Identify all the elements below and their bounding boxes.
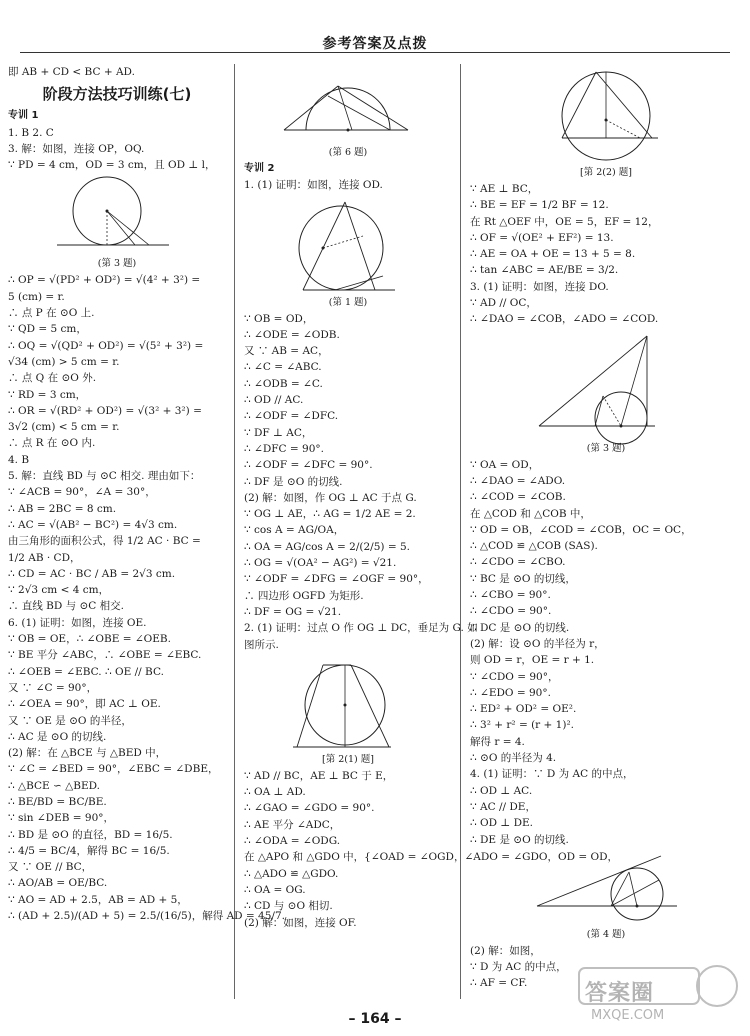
text-line: 图所示.: [244, 638, 279, 651]
text-line: ∴ AE = OA + OE = 13 + 5 = 8.: [470, 248, 636, 261]
figure-4-caption: (第 4 题): [586, 928, 626, 940]
figure-2-1-circle: [244, 655, 452, 766]
text-line: ∴ ∠DFC = 90°.: [244, 442, 324, 455]
text-line: ∵ BC 是 ⊙O 的切线，: [470, 572, 576, 585]
text-line: 即 AB + CD < BC + AD.: [8, 66, 135, 78]
figure-2-2-drawing: [536, 66, 676, 166]
text-line: 在 △APO 和 △GDO 中，{∠OAD = ∠OGD，∠ADO = ∠GDO，OD = OD，: [244, 851, 619, 864]
text-line: ∴ 4/5 = BC/4，解得 BC = 16/5.: [8, 844, 170, 857]
text-line: ∵ 2√3 cm < 4 cm，: [8, 584, 110, 597]
text-line: ∴ OP = √(PD² + OD²) = √(4² + 3²) =: [8, 274, 201, 287]
text-line: 2. (1) 证明：过点 O 作 OG ⊥ DC，垂足为 G. 如: [244, 622, 478, 635]
col1-lines-a: [8, 108, 226, 173]
text-line: ∴ ∠EDO = 90°.: [470, 686, 551, 699]
text-line: ∴ BE/BD = BC/BE.: [8, 795, 107, 808]
text-line: ∴ ∠ODF = ∠DFC = 90°.: [244, 459, 373, 472]
text-line: ∴ AC 是 ⊙O 的切线.: [8, 730, 107, 743]
text-line: (2) 解：如图，连接 OF.: [244, 916, 357, 929]
text-line: ∵ AD // BC，AE ⊥ BC 于 E，: [244, 769, 394, 782]
text-line: ∴ CD = AC · BC / AB = 2√3 cm.: [8, 567, 176, 580]
text-line: ∵ OB = OD，: [244, 312, 314, 325]
text-line: ∴ ∠CBO = 90°.: [470, 589, 551, 602]
text-line: ∴ tan ∠ABC = AE/BE = 3/2.: [470, 264, 619, 277]
col3-lines-a: [470, 181, 742, 328]
header-title: 参考答案及点拨: [322, 36, 428, 52]
figure-1-drawing: [283, 196, 413, 296]
text-line: ∵ ∠ACB = 90°，∠A = 30°，: [8, 486, 156, 499]
text-line: ∴ ∠ODE = ∠ODB.: [244, 328, 340, 341]
text-line: ∵ D 为 AC 的中点，: [470, 961, 567, 974]
text-line: ∵ RD = 3 cm，: [8, 388, 87, 401]
figure-3-drawing: [57, 175, 177, 257]
text-line: 5. 解：直线 BD 与 ⊙C 相交. 理由如下：: [8, 470, 201, 483]
figure-1-circle: [244, 196, 452, 309]
text-line: ∵ OG ⊥ AE，∴ AG = 1/2 AE = 2.: [244, 508, 416, 521]
text-line: ∴ ∠CDO = ∠CBO.: [470, 556, 566, 569]
text-line: ∵ ∠CDO = 90°，: [470, 670, 559, 683]
text-line: ∴ OD ⊥ DE.: [470, 817, 534, 830]
text-line: ∴ 点 P 在 ⊙O 上.: [8, 307, 95, 320]
text-line: ∵ OA = OD，: [470, 458, 540, 471]
text-line: ∴ △COD ≌ △COB (SAS).: [470, 540, 598, 553]
text-line: 4. B: [8, 453, 30, 466]
text-line: ∵ OD = OB，∠COD = ∠COB，OC = OC，: [470, 523, 692, 536]
header-rule: [20, 52, 730, 53]
text-line: 1. (1) 证明：如图，连接 OD.: [244, 179, 383, 192]
figure-3-caption: (第 3 题): [97, 258, 137, 270]
text-line: ∴ ED² + OD² = OE².: [470, 703, 577, 716]
text-line: ∴ AC = √(AB² − BC²) = 4√3 cm.: [8, 518, 178, 531]
text-line: ∴ AF = CF.: [470, 977, 528, 990]
text-line: ∴ ∠ODB = ∠C.: [244, 377, 323, 390]
col2-lines-a: [244, 161, 452, 194]
text-line: ∴ OF = √(OE² + EF²) = 13.: [470, 231, 614, 244]
text-line: ∴ OQ = √(QD² + OD²) = √(5² + 3²) =: [8, 339, 204, 352]
text-line: ∴ DF 是 ⊙O 的切线.: [244, 475, 343, 488]
column-3: [470, 64, 742, 992]
text-line: ∵ ∠ODF = ∠DFG = ∠OGF = 90°，: [244, 573, 429, 586]
text-line: ∴ ∠COD = ∠COB.: [470, 491, 566, 504]
text-line: 专训 2: [244, 163, 275, 174]
text-line: ∴ △BCE ∽ △BED.: [8, 779, 101, 792]
text-line: 又 ∵ OE // BC，: [8, 861, 93, 874]
text-line: 6. (1) 证明：如图，连接 OE.: [8, 616, 147, 629]
figure-3b-drawing: [531, 330, 681, 442]
text-line: 在 Rt △OEF 中，OE = 5，EF = 12，: [470, 215, 659, 228]
text-line: ∵ QD = 5 cm，: [8, 323, 87, 336]
col3-lines-b: [470, 457, 742, 848]
text-line: ∴ ∠CDO = 90°.: [470, 605, 552, 618]
figure-2-2-caption: [第 2(2) 题]: [580, 167, 632, 178]
text-line: 5 (cm) = r.: [8, 290, 65, 303]
figure-4-circle: [470, 850, 742, 941]
text-line: (2) 解：设 ⊙O 的半径为 r，: [470, 637, 605, 650]
text-line: 又 ∵ ∠C = 90°，: [8, 681, 98, 694]
watermark-text: 答案圈: [585, 981, 655, 1006]
text-line: ∴ (AD + 2.5)/(AD + 5) = 2.5/(16/5)，解得 AD = 45/7.: [8, 910, 285, 923]
text-line: ∴ ∠ODF = ∠DFC.: [244, 410, 339, 423]
page-number: – 164 –: [348, 1011, 402, 1027]
column-divider-1: [234, 64, 235, 999]
text-line: 由三角形的面积公式，得 1/2 AC · BC =: [8, 535, 201, 548]
figure-3-circle: [8, 175, 226, 270]
text-line: ∴ OA = AG/cos A = 2/(2/5) = 5.: [244, 540, 410, 553]
text-line: ∴ 点 Q 在 ⊙O 外.: [8, 372, 97, 385]
figure-6-circle: [244, 66, 452, 159]
figure-3b-caption: (第 3 题): [586, 442, 626, 454]
text-line: ∵ cos A = AG/OA，: [244, 524, 345, 537]
figure-6-caption: (第 6 题): [328, 147, 368, 158]
text-line: ∴ ∠C = ∠ABC.: [244, 361, 322, 374]
text-line: ∴ DE 是 ⊙O 的切线.: [470, 833, 569, 846]
text-line: ∵ OB = OE，∴ ∠OBE = ∠OEB.: [8, 633, 171, 646]
text-line: ∴ △ADO ≌ △GDO.: [244, 867, 339, 880]
text-line: (2) 解：在 △BCE 与 △BED 中，: [8, 747, 167, 760]
text-line: 在 △COD 和 △COB 中，: [470, 507, 591, 520]
text-line: 1. B 2. C: [8, 126, 54, 139]
text-line: ∴ 四边形 OGFD 为矩形.: [244, 589, 364, 602]
text-line: ∴ ∠OEA = 90°，即 AC ⊥ OE.: [8, 698, 161, 711]
text-line: √34 (cm) > 5 cm = r.: [8, 355, 120, 368]
text-line: 专训 1: [8, 110, 39, 122]
figure-6-drawing: [278, 66, 418, 146]
text-line: ∵ DF ⊥ AC，: [244, 426, 313, 439]
text-line: ∵ ∠C = ∠BED = 90°，∠EBC = ∠DBE，: [8, 763, 219, 776]
text-line: ∴ OA = OG.: [244, 883, 306, 896]
watermark-logo: [577, 958, 742, 1030]
text-line: ∴ OR = √(RD² + OD²) = √(3² + 3²) =: [8, 404, 202, 417]
col1-top-lines: [8, 64, 226, 80]
text-line: ∴ ∠OEB = ∠EBC. ∴ OE // BC.: [8, 665, 164, 678]
text-line: 3√2 (cm) < 5 cm = r.: [8, 421, 120, 434]
text-line: ∴ DC 是 ⊙O 的切线.: [470, 621, 570, 634]
text-line: ∵ AE ⊥ BC，: [470, 183, 539, 195]
page-header: [0, 0, 750, 52]
text-line: ∴ AO/AB = OE/BC.: [8, 877, 108, 890]
text-line: ∵ BE 平分 ∠ABC，∴ ∠OBE = ∠EBC.: [8, 649, 202, 662]
text-line: ∵ AC // DE，: [470, 800, 536, 813]
text-line: ∴ BD 是 ⊙O 的直径，BD = 16/5.: [8, 828, 173, 841]
text-line: ∴ ∠DAO = ∠COB，∠ADO = ∠COD.: [470, 313, 659, 326]
text-line: ∴ 点 R 在 ⊙O 内.: [8, 437, 96, 450]
text-line: ∴ ∠GAO = ∠GDO = 90°.: [244, 802, 375, 815]
text-line: ∴ BE = EF = 1/2 BF = 12.: [470, 199, 609, 212]
text-line: ∴ DF = OG = √21.: [244, 605, 342, 618]
text-line: 则 OD = r，OE = r + 1.: [470, 654, 595, 667]
text-line: 解得 r = 4.: [470, 735, 525, 748]
text-line: ∴ ∠DAO = ∠ADO.: [470, 474, 566, 487]
text-line: ∴ OD // AC.: [244, 394, 304, 407]
text-line: ∵ PD = 4 cm，OD = 3 cm，且 OD ⊥ l，: [8, 159, 216, 172]
figure-1-caption: (第 1 题): [328, 296, 368, 308]
figure-2-1-caption: [第 2(1) 题]: [322, 753, 374, 765]
text-line: ∵ AO = AD + 2.5，AB = AD + 5，: [8, 893, 188, 906]
text-line: 4. (1) 证明：∵ D 为 AC 的中点，: [470, 768, 634, 781]
text-line: ∴ OA ⊥ AD.: [244, 786, 306, 799]
text-line: ∵ sin ∠DEB = 90°，: [8, 812, 115, 825]
text-line: ∴ ⊙O 的半径为 4.: [470, 752, 557, 765]
text-line: 又 ∵ OE 是 ⊙O 的半径，: [8, 714, 132, 727]
text-line: ∴ 直线 BD 与 ⊙C 相交.: [8, 600, 124, 613]
text-line: 1/2 AB · CD，: [8, 551, 81, 564]
text-line: ∴ AB = 2BC = 8 cm.: [8, 502, 117, 515]
text-line: ∴ AE 平分 ∠ADC，: [244, 818, 341, 831]
text-line: ∴ ∠ODA = ∠ODG.: [244, 835, 341, 848]
text-line: ∴ CD 与 ⊙O 相切.: [244, 900, 333, 913]
text-line: ∴ OG = √(OA² − AG²) = √21.: [244, 557, 397, 570]
text-line: (2) 解：如图，: [470, 944, 541, 957]
text-line: 又 ∵ AB = AC，: [244, 345, 329, 358]
text-line: (2) 解：如图，作 OG ⊥ AC 于点 G.: [244, 491, 417, 504]
col2-lines-b: [244, 311, 478, 653]
text-line: 3. 解：如图，连接 OP，OQ.: [8, 142, 145, 155]
figure-2-2-circle: [470, 66, 742, 179]
text-line: 3. (1) 证明：如图，连接 DO.: [470, 280, 609, 293]
watermark-url: MXQE.COM: [591, 1008, 665, 1023]
section-title: 阶段方法技巧训练(七): [42, 85, 192, 104]
text-line: ∴ OD ⊥ AC.: [470, 784, 533, 797]
figure-4-drawing: [531, 850, 681, 928]
figure-3b-circle: [470, 330, 742, 455]
text-line: ∴ 3² + r² = (r + 1)².: [470, 719, 574, 732]
figure-2-1-drawing: [283, 655, 413, 753]
text-line: ∵ AD // OC，: [470, 297, 537, 310]
